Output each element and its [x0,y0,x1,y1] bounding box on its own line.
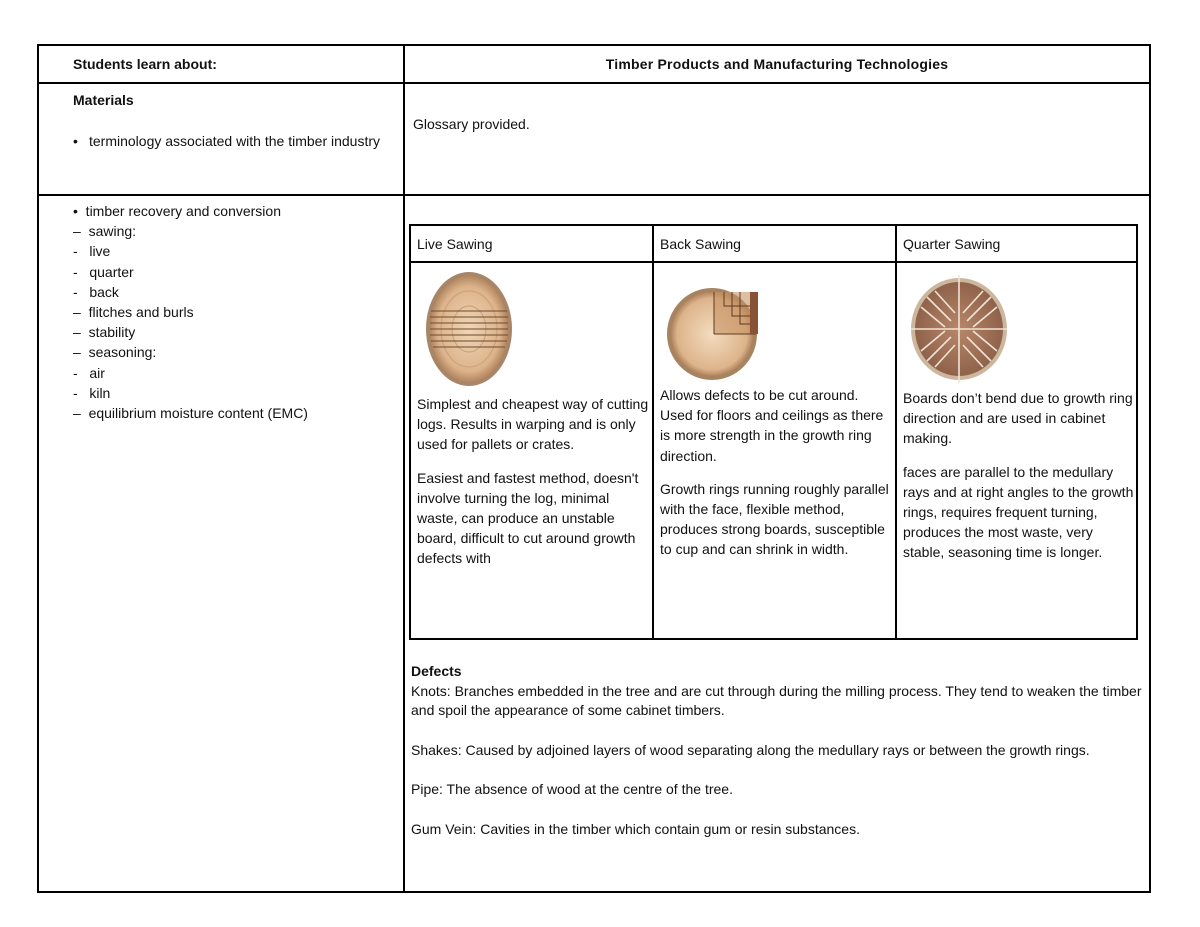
topic-item: – stability [73,324,136,341]
quarter-sawing-para: Boards don’t bend due to growth ring direction and are used in cabinet making. [903,390,1133,447]
topic-list [73,201,308,423]
quarter-sawing-title: Quarter Sawing [903,236,1001,252]
back-sawing-para: Growth rings running roughly parallel with the face, flexible method, produces strong boards, susceptible to cup and can shrink in width. [660,480,889,558]
glossary-note: Glossary provided. [413,116,530,132]
defect-item-gum-vein: Gum Vein: Cavities in the timber which contain gum or resin substances. [411,820,860,837]
live-sawing-column [411,226,652,638]
defect-item-knots: Knots: Branches embedded in the tree and are cut through during the milling process. They tend to weaken the timber and spoil the appearance of some cabinet timbers. [411,682,1142,718]
materials-heading: Materials [73,92,134,108]
defect-item-pipe: Pipe: The absence of wood at the centre of the tree. [411,781,733,797]
quarter-sawing-column [895,226,1140,638]
quarter-sawing-description [903,388,1135,576]
materials-bullet-text: terminology associated with the timber industry [89,133,381,149]
row-divider [39,82,1149,84]
topic-item: - live [73,243,111,260]
quarter-sawing-para: faces are parallel to the medullary rays and at right angles to the growth rings, requires frequent turning, produces the most waste, very stable, seasoning time is longer. [903,463,1134,561]
live-sawing-para: Easiest and fastest method, doesn't involve turning the log, minimal waste, can produce an unstable board, difficult to cut around growth defects with [417,469,639,567]
topic-item: - quarter [73,263,134,280]
back-sawing-description [660,385,892,573]
live-sawing-description [417,394,649,582]
defect-item-shakes: Shakes: Caused by adjoined layers of wood separating along the medullary rays or between the growth rings. [411,741,1090,758]
topic-item: – sawing: [73,223,137,240]
topic-item: – seasoning: [73,344,157,361]
topic-item: - air [73,364,105,381]
back-sawn-log-image [666,286,766,382]
topic-item: - back [73,283,119,300]
live-sawing-title: Live Sawing [417,236,493,252]
bullet-icon: • [73,133,78,149]
quarter-sawn-log-image [907,273,1011,383]
header-students-learn-about: Students learn about: [73,56,217,72]
topic-item: - kiln [73,384,111,401]
row-divider [39,194,1149,196]
sawing-methods-table [409,224,1138,640]
live-sawing-para: Simplest and cheapest way of cutting logs. Results in warping and is only used for pallets or crates. [417,396,649,453]
back-sawing-para: Allows defects to be cut around. Used for floors and ceilings as there is more strength in the growth ring direction. [660,387,884,464]
column-divider [403,46,405,891]
materials-bullet [73,132,393,151]
live-sawn-log-image [425,271,513,389]
back-sawing-column [652,226,895,638]
topic-item: • timber recovery and conversion [73,203,281,219]
topic-item: – flitches and burls [73,304,194,321]
topic-item: – equilibrium moisture content (EMC) [73,405,308,422]
defects-section [411,662,1151,859]
header-topic-title: Timber Products and Manufacturing Technologies [605,56,949,72]
defects-heading: Defects [411,663,462,679]
back-sawing-title: Back Sawing [660,236,741,252]
